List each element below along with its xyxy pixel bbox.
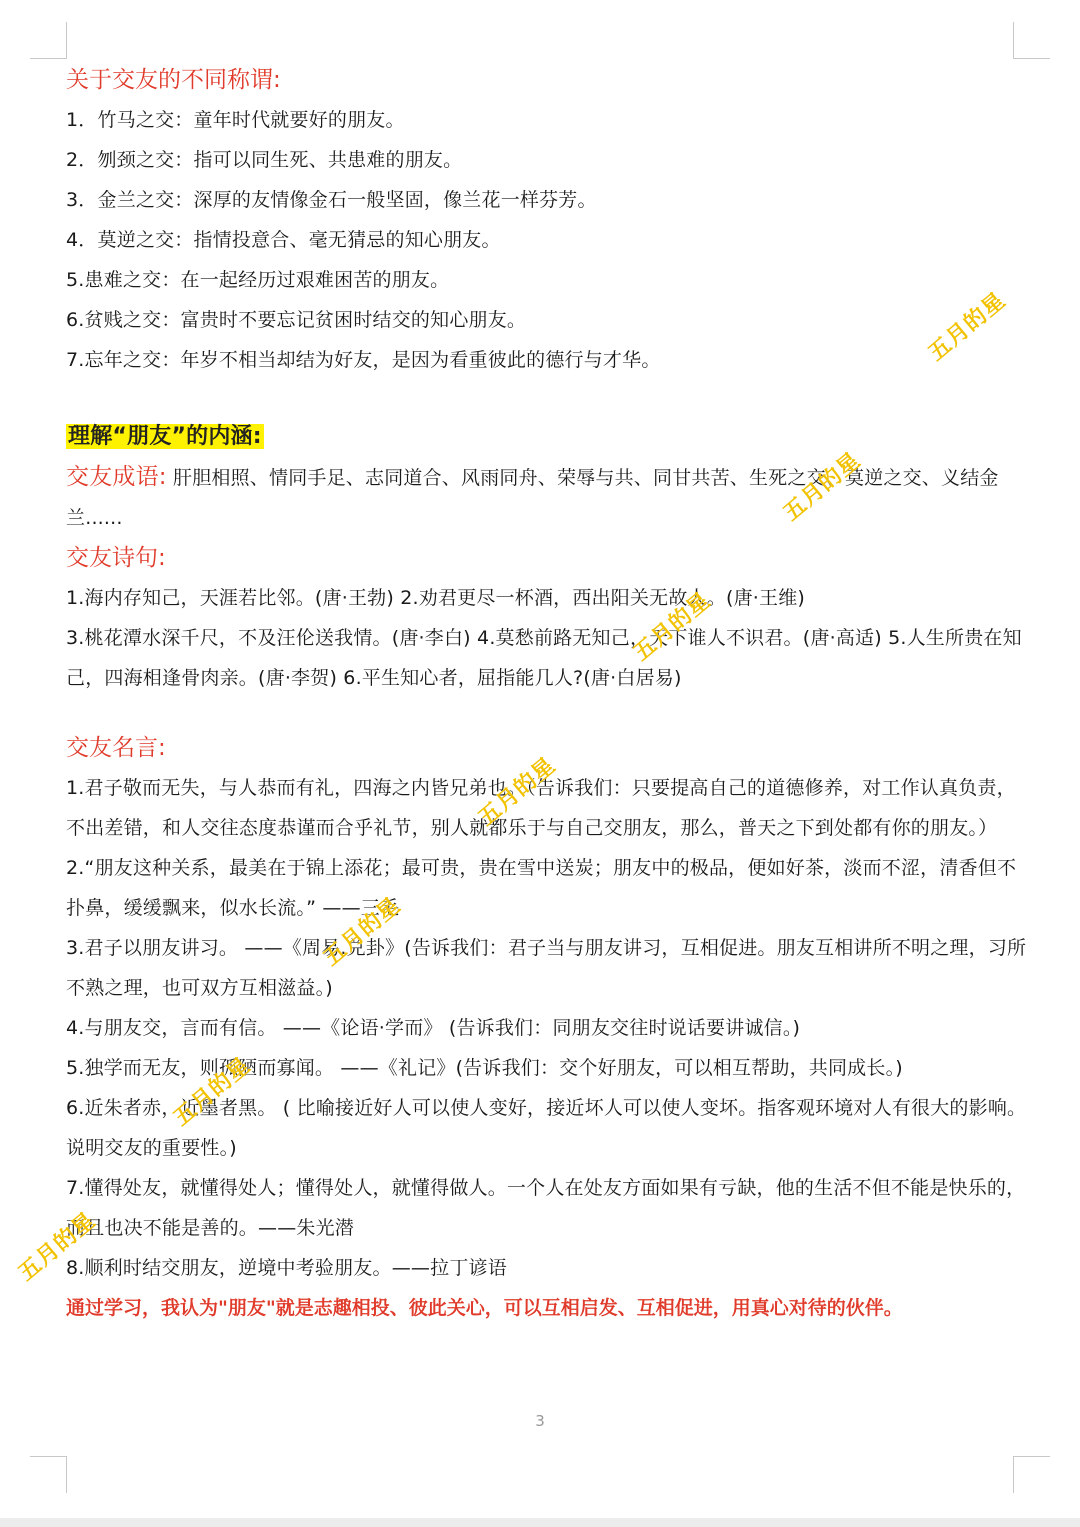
poems-line: 1.海内存知己，天涯若比邻。(唐·王勃) 2.劝君更尽一杯酒，西出阳关无故人。(唐·王维) bbox=[66, 587, 806, 609]
list-item: 1．竹马之交：童年时代就要好的朋友。 bbox=[66, 109, 405, 131]
corner-mark-top-left bbox=[30, 22, 67, 59]
corner-mark-bottom-left bbox=[30, 1456, 67, 1493]
idioms-text: 肝胆相照、情同手足、志同道合、风雨同舟、荣辱与共、同甘共苦、生死之交、莫逆之交、义结金兰...... bbox=[66, 467, 999, 529]
names-list bbox=[66, 100, 1031, 380]
quote-item: 7.懂得处友，就懂得处人；懂得处人，就懂得做人。一个人在处友方面如果有亏缺，他的生活不但不能是快乐的，而且也决不能是善的。——朱光潜 bbox=[66, 1177, 1026, 1239]
quote-item: 3.君子以朋友讲习。 ——《周易.兑卦》(告诉我们：君子当与朋友讲习，互相促进。朋友互相讲所不明之理，习所不熟之理，也可双方互相滋益。) bbox=[66, 937, 1027, 999]
list-item: 4．莫逆之交：指情投意合、毫无猜忌的知心朋友。 bbox=[66, 229, 501, 251]
quote-item: 4.与朋友交，言而有信。 ——《论语·学而》 (告诉我们：同朋友交往时说话要讲诚信。) bbox=[66, 1017, 801, 1039]
section-title-meaning: 理解“朋友”的内涵: bbox=[68, 424, 262, 449]
list-item: 6.贫贱之交：富贵时不要忘记贫困时结交的知心朋友。 bbox=[66, 309, 527, 331]
list-item: 7.忘年之交：年岁不相当却结为好友，是因为看重彼此的德行与才华。 bbox=[66, 349, 661, 371]
section-title-quotes: 交友名言: bbox=[66, 735, 166, 761]
corner-mark-top-right bbox=[1013, 22, 1050, 59]
quote-item: 2.“朋友这种关系，最美在于锦上添花；最可贵，贵在雪中送炭；朋友中的极品，便如好茶，淡而不涩，清香但不扑鼻，缓缓飘来，似水长流。” ——三毛 bbox=[66, 857, 1017, 919]
quote-item: 5.独学而无友，则孤陋而寡闻。 ——《礼记》(告诉我们：交个好朋友，可以相互帮助，共同成长。) bbox=[66, 1057, 903, 1079]
list-item: 2．刎颈之交：指可以同生死、共患难的朋友。 bbox=[66, 149, 463, 171]
idioms-label: 交友成语: bbox=[66, 464, 167, 490]
watermark: 五月的星 bbox=[14, 1207, 101, 1287]
watermark: 五月的星 bbox=[779, 447, 866, 527]
corner-mark-bottom-right bbox=[1013, 1456, 1050, 1493]
poems-label: 交友诗句: bbox=[66, 545, 166, 571]
idioms-paragraph bbox=[66, 457, 1031, 538]
quote-item: 6.近朱者赤，近墨者黑。 ( 比喻接近好人可以使人变好，接近坏人可以使人变坏。指客观环境对人有很大的影响。说明交友的重要性。) bbox=[66, 1097, 1027, 1159]
quote-item: 8.顺利时结交朋友，逆境中考验朋友。——拉丁谚语 bbox=[66, 1257, 507, 1279]
document-page bbox=[66, 60, 1031, 1328]
conclusion-text: 通过学习，我认为"朋友"就是志趣相投、彼此关心，可以互相启发、互相促进，用真心对待的伙伴。 bbox=[66, 1297, 903, 1319]
quotes-list bbox=[66, 768, 1031, 1288]
watermark: 五月的星 bbox=[319, 892, 406, 972]
list-item: 5.患难之交：在一起经历过艰难困苦的朋友。 bbox=[66, 269, 450, 291]
quote-item: 1.君子敬而无失，与人恭而有礼，四海之内皆兄弟也。（告诉我们：只要提高自己的道德修养，对工作认真负责，不出差错，和人交往态度恭谨而合乎礼节，别人就都乐于与自己交朋友，那么，普天之下到处都有你的朋友。） bbox=[66, 777, 1016, 839]
page-bottom-edge bbox=[0, 1518, 1080, 1527]
section-title-names: 关于交友的不同称谓: bbox=[66, 67, 281, 93]
list-item: 3．金兰之交：深厚的友情像金石一般坚固，像兰花一样芬芳。 bbox=[66, 189, 597, 211]
poems-line: 3.桃花潭水深千尺，不及汪伦送我情。(唐·李白) 4.莫愁前路无知己，天下谁人不识君。(唐·高适) 5.人生所贵在知己，四海相逢骨肉亲。(唐·李贺) 6.平生知心者，屈指能几人?(唐·白居易) bbox=[66, 627, 1022, 689]
watermark: 五月的星 bbox=[169, 1052, 256, 1132]
page-number: 3 bbox=[535, 1412, 545, 1430]
watermark: 五月的星 bbox=[629, 587, 716, 667]
watermark: 五月的星 bbox=[924, 287, 1011, 367]
watermark: 五月的星 bbox=[474, 752, 561, 832]
